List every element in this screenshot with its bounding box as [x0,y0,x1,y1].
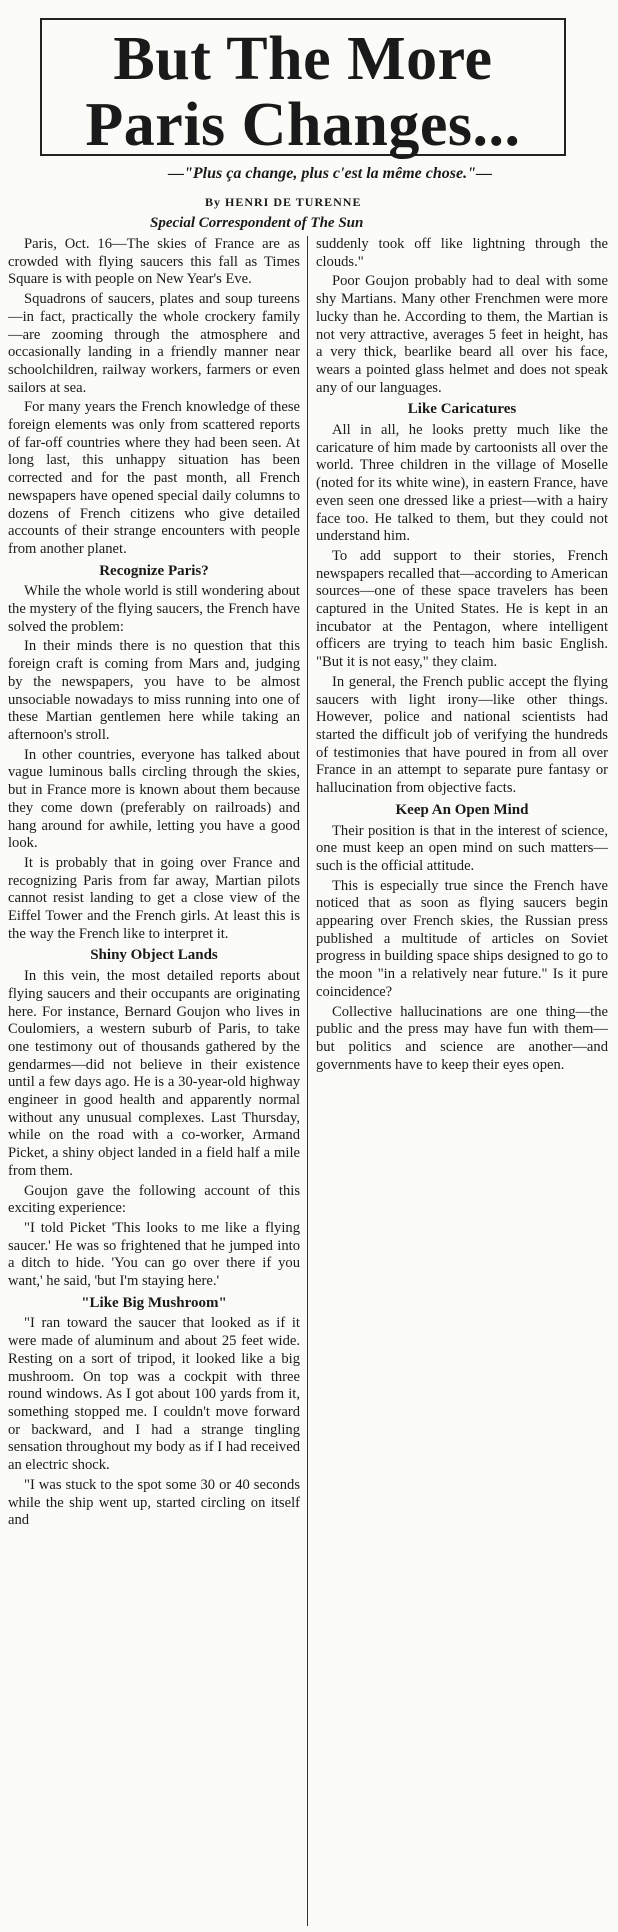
paragraph: Paris, Oct. 16—The skies of France are as crowded with flying saucers this fall as Times Square is with people on New Year's Eve. [8,236,300,288]
paragraph: To add support to their stories, French newspapers recalled that—according to American sources—one of these space travelers has been captured in the United States. He is kept in an incubator at the Pentagon, where intelligent officers are trying to teach him basic English. "But it is not easy," they claim. [316,547,608,671]
paragraph: Their position is that in the interest of science, one must keep an open mind on such matters—such is the official attitude. [316,822,608,874]
paragraph: While the whole world is still wondering about the mystery of the flying saucers, the French have solved the problem: [8,583,300,635]
paragraph: For many years the French knowledge of these foreign elements was only from scattered reports of far-off countries where they had been seen. At long last, this unhappy situation has been corrected and for the past month, all French newspapers have opened special daily columns to dozens of French citizens who give detailed accounts of their strange encounters with people from another planet. [8,399,300,557]
headline-line-2: Paris Changes... [85,91,521,159]
tagline: —"Plus ça change, plus c'est la même chose."— [168,165,492,182]
subheading: Recognize Paris? [99,562,209,579]
subheading: Keep An Open Mind [395,801,529,818]
paragraph: All in all, he looks pretty much like the caricature of him made by cartoonists all over the world. Three children in the village of Moselle (noted for its white wine), in eastern France, have even seen one dressed like a priest—with a hairy face too. He talked to them, but they could not understand him. [316,422,608,545]
byline: By HENRI DE TURENNE [205,195,362,209]
paragraph: In this vein, the most detailed reports about flying saucers and their occupants are originating here. For instance, Bernard Goujon who lives in Coulomiers, a western suburb of Paris, to take one testimony out of thousands gathered by the gendarmes—did not believe in their existence until a few days ago. He is a 30-year-old highway engineer in good health and apparently normal without any unusual complexes. Last Thursday, while on the road with a co-worker, Armand Picket, a shiny object landed in a field half a mile from them. [8,968,300,1179]
article-column-1 [8,236,300,1532]
paragraph: Goujon gave the following account of this exciting experience: [8,1182,300,1217]
subheading: "Like Big Mushroom" [81,1294,227,1311]
subheading: Shiny Object Lands [90,947,218,964]
paragraph: Squadrons of saucers, plates and soup tureens—in fact, practically the whole crockery family—are zooming through the atmosphere and occasionally landing in a friendly manner near schoolchildren, railway workers, farmers or even sailors at sea. [8,291,300,396]
paragraph: "I was stuck to the spot some 30 or 40 seconds while the ship went up, started circling on itself and [8,1476,300,1529]
paragraph: In general, the French public accept the flying saucers with light irony—like other things. However, police and national scientists had started the difficult job of verifying the hundreds of testimonies that have poured in from all over France in an attempt to separate pure fantasy or hallucination from objective facts. [316,673,608,797]
paragraph: Poor Goujon probably had to deal with some shy Martians. Many other Frenchmen were more lucky than he. According to them, the Martian is not very attractive, averages 5 feet in height, has a very thick, bearlike beard all over his face, wears a pointed glass helmet and does not speak any of our languages. [316,273,608,396]
paragraph: This is especially true since the French have noticed that as soon as flying saucers begin appearing over French skies, the Russian press published a multitude of articles on Soviet progress in building space ships designed to go to the moon "in a relatively near future." Is it pure coincidence? [316,877,608,1000]
headline-box [40,18,566,159]
paragraph: In other countries, everyone has talked about vague luminous balls circling through the skies, but in France more is known about them because they come down (preferably on railroads) and hang around for awhile, letting you have a good look. [8,746,300,852]
paragraph: In their minds there is no question that this foreign craft is coming from Mars and, judging by the newspapers, you have to be almost unsociable nowadays to miss running into one of these Martian gentlemen here while taking an afternoon's stroll. [8,638,300,743]
paragraph: Collective hallucinations are one thing—the public and the press may have fun with them—but politics and science are another—and governments have to keep their eyes open. [316,1003,608,1073]
headline-line-1: But The More [113,25,493,93]
correspondent-line: Special Correspondent of The Sun [150,215,364,231]
headline [42,26,564,158]
article-column-2 [316,236,608,1076]
subheading: Like Caricatures [407,401,517,418]
paragraph: suddenly took off like lightning through the clouds." [316,236,608,270]
paragraph: It is probably that in going over France and recognizing Paris from far away, Martian pilots cannot resist landing to get a close view of the Eiffel Tower and the French girls. At least this is the way the French like to interpret it. [8,854,300,942]
column-divider [307,236,308,1926]
paragraph: "I ran toward the saucer that looked as if it were made of aluminum and about 25 feet wide. Resting on a sort of tripod, it looked like a big mushroom. On top was a cockpit with three round windows. As I got about 100 yards from it, something stopped me. I couldn't move forward or backward, and I had a strange tingling sensation throughout my body as if I had received an electric shock. [8,1315,300,1474]
paragraph: "I told Picket 'This looks to me like a flying saucer.' He was so frightened that he jumped into a ditch to hide. 'You can go over there if you want,' he said, 'but I'm staying here.' [8,1219,300,1290]
